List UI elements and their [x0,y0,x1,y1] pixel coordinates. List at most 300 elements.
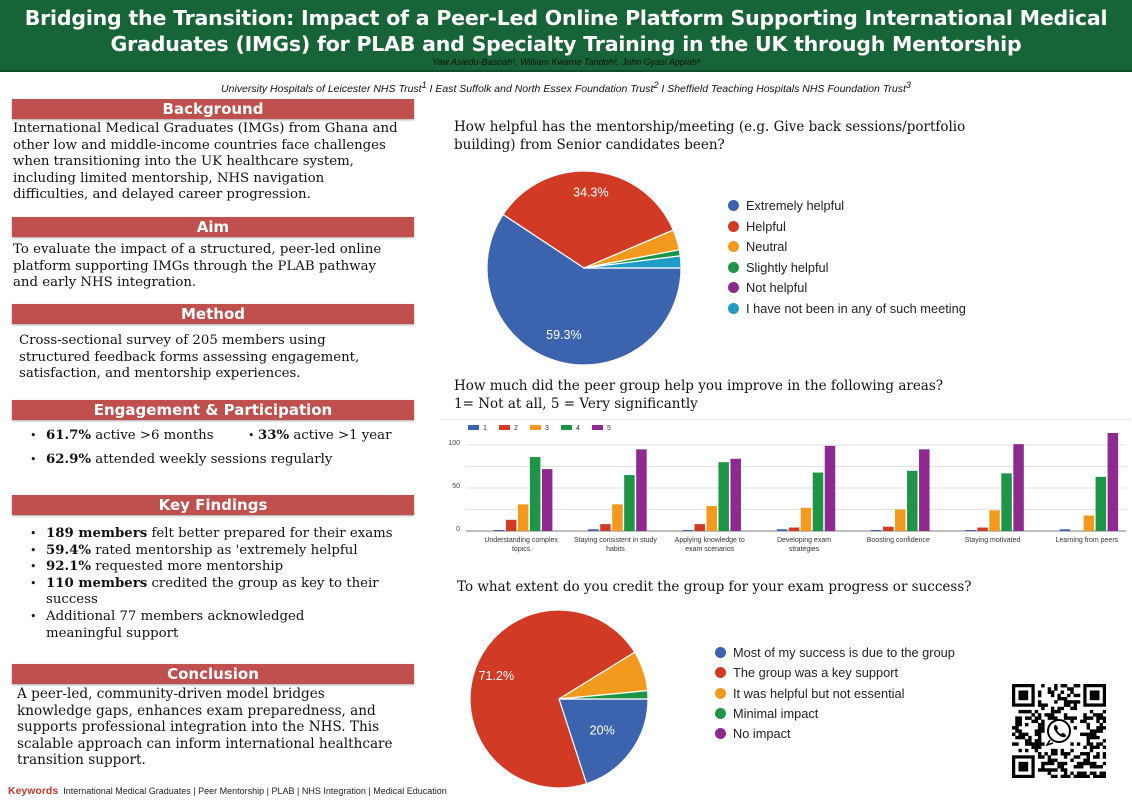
qr-module [1103,739,1106,742]
qr-module [1038,694,1041,697]
qr-module [1074,707,1077,710]
qr-module [1038,713,1041,716]
qr-module [1074,684,1077,687]
legend-swatch-icon [728,303,739,314]
qr-module [1048,759,1051,762]
qr-module [1051,710,1054,713]
title-line-1: Bridging the Transition: Impact of a Peer-Led Online Platform Supporting International Medical [24,6,1108,30]
x-tick-label [1042,536,1132,545]
x-tick-label-line: habits [606,546,625,553]
bar-series-4 [624,475,635,531]
pie-data-label: 34.3% [573,185,609,200]
qr-module [1080,772,1083,775]
x-tick-label-line: Staying consistent in study [573,537,657,544]
legend-swatch-icon [728,221,739,232]
qr-module [1035,733,1038,736]
finding-item [30,609,430,626]
qr-module [1064,713,1067,716]
qr-module [1080,775,1083,778]
bar-series-1 [1060,529,1071,531]
bar-series-5 [730,459,741,531]
bar-series-4 [530,457,541,531]
qr-module [1067,716,1070,719]
qr-module [1096,716,1099,719]
qr-module [1041,742,1044,745]
pie-chart-mentorship [470,160,700,380]
qr-module [1077,694,1080,697]
finding-item [30,559,430,576]
qr-module [1041,684,1044,687]
qr-module [1087,726,1090,729]
bar-series-3 [989,510,1000,531]
qr-module [1031,742,1034,745]
qr-module [1038,723,1041,726]
aim-line: and early NHS integration. [13,275,197,291]
qr-module [1051,707,1054,710]
qr-module [1018,723,1021,726]
legend-item [728,197,844,215]
qr-module [1064,703,1067,706]
bar-series-1 [682,530,693,531]
qr-module [1054,749,1057,752]
keywords [8,785,447,797]
aim-line: platform supporting IMGs through the PLAB pathway [13,258,377,274]
qr-module [1048,713,1051,716]
qr-module [1054,752,1057,755]
bullet-icon: • [30,527,37,540]
engagement-item [248,428,391,445]
qr-module [1025,710,1028,713]
legend-label: 2 [514,425,518,432]
qr-module [1015,723,1018,726]
qr-module [1038,736,1041,739]
affiliation-1-sup: 1 [421,80,427,90]
qr-module [1087,775,1090,778]
bar-series-3 [801,508,812,531]
qr-module [1064,775,1067,778]
qr-module [1057,694,1060,697]
qr-module [1048,772,1051,775]
qr-module [1070,690,1073,693]
finding-desc: Additional 77 members acknowledged [46,608,305,624]
engagement-desc: active >1 year [289,428,392,443]
method-heading: Method [12,304,414,324]
aim-line: To evaluate the impact of a structured, peer-led online [13,242,382,257]
qr-module [1018,716,1021,719]
legend-swatch-icon [715,667,726,678]
qr-module [1070,772,1073,775]
engagement-stat: 61.7% [46,428,92,443]
qr-module [1051,762,1054,765]
qr-module [1077,684,1080,687]
qr-module [1083,733,1086,736]
bar-series-3 [518,504,529,531]
background-heading: Background [12,99,414,119]
qr-module [1096,755,1099,758]
bar-series-1 [588,529,599,531]
finding-desc: rated mentorship as 'extremely helpful [91,542,358,558]
qr-module [1103,772,1106,775]
qr-module [1103,716,1106,719]
qr-module [1093,736,1096,739]
qr-module [1087,736,1090,739]
qr-module [1087,755,1090,758]
qr-module [1070,749,1073,752]
qr-module [1090,733,1093,736]
qr-module [1015,726,1018,729]
legend-swatch-icon [715,708,726,719]
qr-module [1041,755,1044,758]
qr-module [1044,703,1047,706]
pie-data-label: 20% [589,723,615,738]
qr-module [1051,749,1054,752]
qr-module [1051,759,1054,762]
qr-module [1038,716,1041,719]
qr-module [1064,752,1067,755]
qr-module [1096,752,1099,755]
qr-module [1083,772,1086,775]
qr-module [1061,684,1064,687]
qr-module [1093,713,1096,716]
bullet-icon: • [30,543,37,557]
qr-module [1051,752,1054,755]
background-text [13,121,443,204]
qr-module [1018,729,1021,732]
qr-module [1035,716,1038,719]
x-tick-label [759,536,849,554]
finding-item [30,576,430,593]
qr-module [1080,762,1083,765]
qr-module [1041,768,1044,771]
qr-module [1022,710,1025,713]
qr-module [1022,736,1025,739]
qr-module [1096,775,1099,778]
qr-module [1070,742,1073,745]
qr-module [1051,716,1054,719]
qr-module [1074,765,1077,768]
x-tick-label-line: Understanding complex [484,537,558,544]
background-line: International Medical Graduates (IMGs) from Ghana and [13,121,398,136]
x-tick-label [948,536,1038,545]
qr-module [1077,755,1080,758]
qr-module [1070,700,1073,703]
bar-series-3 [706,506,717,531]
finding-stat: 189 members [46,526,148,541]
qr-module [1103,752,1106,755]
qr-module [1048,716,1051,719]
qr-module [1015,729,1018,732]
poster-title [0,5,1132,57]
qr-module [1044,762,1047,765]
qr-module [1074,700,1077,703]
qr-module [1038,703,1041,706]
bar-series-2 [506,520,517,531]
x-tick-label [570,536,660,554]
bullet-icon: • [30,576,37,590]
bar-series-3 [612,504,623,531]
conclusion-line: scalable approach can inform international healthcare [17,735,393,752]
affiliation-3: I Sheffield Teaching Hospitals NHS Foundation Trust [658,83,906,95]
qr-module [1018,720,1021,723]
qr-module [1018,710,1021,713]
background-line: when transitioning into the UK healthcare system, [13,154,354,170]
legend-item [728,218,786,236]
pie-data-label: 59.3% [546,327,582,342]
qr-module [1048,755,1051,758]
qr-module [1090,736,1093,739]
background-line: including limited mentorship, NHS navigation [13,170,325,186]
bar-series-4 [718,462,729,531]
qr-module [1077,772,1080,775]
qr-module [1103,726,1106,729]
legend-swatch-icon [715,688,726,699]
pie1-title-line: How helpful has the mentorship/meeting (e.g. Give back sessions/portfolio [454,119,966,135]
qr-module [1080,720,1083,723]
engagement-item [30,428,214,445]
qr-module [1070,720,1073,723]
pie-data-label: 71.2% [478,668,515,683]
qr-module [1012,726,1015,729]
qr-module [1051,690,1054,693]
finding-item [30,526,430,543]
qr-module [1038,755,1041,758]
engagement-stat: 33% [258,428,290,443]
legend-label: Helpful [746,218,786,234]
qr-module [1041,726,1044,729]
conclusion-line: transition support. [17,752,146,769]
qr-module [1093,733,1096,736]
key-findings-heading: Key Findings [12,495,414,515]
aim-text [13,242,443,292]
qr-module [1044,768,1047,771]
qr-module [1061,762,1064,765]
qr-module [1057,762,1060,765]
qr-module [1087,739,1090,742]
finding-desc-cont: success [46,592,98,608]
qr-module [1044,713,1047,716]
bar-series-2 [883,527,894,531]
whatsapp-icon [1048,720,1070,742]
qr-module [1061,775,1064,778]
qr-module [1067,775,1070,778]
legend-label: No impact [733,726,791,742]
qr-module [1028,742,1031,745]
x-tick-label-line: Learning from peers [1055,537,1119,544]
qr-module [1083,746,1086,749]
qr-module [1035,720,1038,723]
qr-module [1025,733,1028,736]
affiliation-2-sup: 2 [653,80,659,90]
bar-title-line: How much did the peer group help you improve in the following areas? [454,378,944,394]
background-line: other low and middle-income countries face challenges [13,137,386,153]
x-tick-label [853,536,943,545]
qr-module [1096,726,1099,729]
conclusion-line: A peer-led, community-driven model bridges [17,686,325,702]
qr-module [1090,746,1093,749]
qr-module [1093,762,1096,765]
qr-module [1028,710,1031,713]
x-tick-label-line: exam scenarios [685,546,735,553]
qr-module [1031,720,1034,723]
qr-module [1100,772,1103,775]
affiliation-1: University Hospitals of Leicester NHS Trust [221,83,422,95]
bar-series-5 [542,469,553,531]
qr-module [1051,694,1054,697]
qr-module [1074,775,1077,778]
qr-module [1064,700,1067,703]
x-tick-label [476,536,566,554]
bar-series-4 [1096,477,1107,531]
engagement-item [30,452,332,469]
qr-module [1054,759,1057,762]
authors: Yaw Asiedu-Basoah¹, William Kwame Tandoh², John Gyasi Appiah³ [432,57,700,67]
bullet-icon: • [30,609,37,623]
qr-module [1103,755,1106,758]
qr-module [1087,742,1090,745]
qr-module [1025,716,1028,719]
qr-module [1048,687,1051,690]
keywords-text: International Medical Graduates | Peer Mentorship | PLAB | NHS Integration | Medical Education [63,786,447,796]
qr-module [1090,762,1093,765]
qr-module [1041,765,1044,768]
qr-module [1100,775,1103,778]
qr-module [1028,736,1031,739]
qr-module [1015,736,1018,739]
qr-module [1077,775,1080,778]
qr-code[interactable] [1012,684,1106,778]
legend-label: It was helpful but not essential [733,685,905,701]
bullet-icon: • [30,560,37,574]
bar-series-5 [1013,444,1024,531]
qr-module [1038,729,1041,732]
qr-module [1096,729,1099,732]
qr-module [1087,716,1090,719]
qr-module [1090,742,1093,745]
legend-label: 4 [576,425,580,432]
legend-label: Not helpful [746,280,808,296]
key-findings-list [30,526,430,642]
qr-module [1100,729,1103,732]
qr-module [1080,752,1083,755]
qr-module [1064,772,1067,775]
bar-series-2 [977,528,988,531]
qr-module [1041,720,1044,723]
bar-series-4 [813,473,824,531]
keywords-label: Keywords [8,785,59,797]
x-tick-label-line: strategies [788,546,820,553]
qr-module [1051,775,1054,778]
qr-module [1096,736,1099,739]
qr-module [1018,733,1021,736]
legend-item [715,725,791,743]
qr-module [1061,752,1064,755]
finding-desc-cont: meaningful support [46,625,179,641]
conclusion-line: knowledge gaps, enhances exam preparedness, and [17,702,376,719]
qr-module [1100,726,1103,729]
pie-chart-credit [455,595,665,805]
qr-module [1038,726,1041,729]
engagement-heading: Engagement & Participation [12,400,414,420]
legend-item [715,685,904,703]
qr-module [1090,729,1093,732]
bar-series-3 [1084,516,1095,531]
affiliation-3-sup: 3 [905,80,911,90]
conclusion-line: supports professional integration into the NHS. This [17,719,380,736]
qr-module [1070,716,1073,719]
qr-module [1083,762,1086,765]
qr-module [1090,716,1093,719]
qr-module [1035,710,1038,713]
qr-module [1064,697,1067,700]
legend-swatch-icon [715,728,726,739]
qr-module [1038,690,1041,693]
qr-module [1064,755,1067,758]
finding-item [30,543,430,560]
qr-module [1074,703,1077,706]
bar-series-4 [907,471,918,531]
qr-module [1057,707,1060,710]
title-line-2: Graduates (IMGs) for PLAB and Specialty Training in the UK through Mentorship [110,32,1022,56]
qr-module [1067,694,1070,697]
qr-module [1070,707,1073,710]
qr-module [1035,749,1038,752]
legend-swatch-icon [728,282,739,293]
bar-series-1 [494,530,505,531]
engagement-desc: active >6 months [91,428,214,443]
qr-module [1038,733,1041,736]
affiliation-2: I East Suffolk and North Essex Foundation Trust [426,83,654,95]
legend-item [728,259,829,277]
qr-module [1061,765,1064,768]
qr-module [1093,775,1096,778]
bar-series-5 [919,449,930,531]
qr-module [1028,716,1031,719]
qr-module [1080,733,1083,736]
qr-module [1087,759,1090,762]
qr-module [1041,729,1044,732]
qr-module [1070,759,1073,762]
legend-swatch-icon [728,200,739,211]
qr-module [1028,739,1031,742]
qr-module [1041,762,1044,765]
qr-module [1074,716,1077,719]
pie1-title [454,118,965,154]
finding-stat: 92.1% [46,559,92,575]
qr-module [1083,716,1086,719]
y-tick-label: 0 [456,526,460,533]
qr-module [1090,765,1093,768]
legend-swatch-icon [728,262,739,273]
qr-module [1100,723,1103,726]
qr-module [1061,697,1064,700]
qr-module [1083,720,1086,723]
qr-module [1103,775,1106,778]
qr-module [1048,690,1051,693]
qr-module [1090,772,1093,775]
qr-module [1093,746,1096,749]
method-line: structured feedback forms assessing engagement, [19,349,360,365]
legend-swatch-icon [715,647,726,658]
finding-stat: 110 members [46,575,148,591]
qr-module [1038,742,1041,745]
qr-module [1090,710,1093,713]
qr-module [1087,723,1090,726]
qr-module [1035,729,1038,732]
legend-label: Neutral [746,239,788,255]
qr-module [1064,762,1067,765]
bar-series-5 [825,446,836,531]
qr-module [1051,713,1054,716]
